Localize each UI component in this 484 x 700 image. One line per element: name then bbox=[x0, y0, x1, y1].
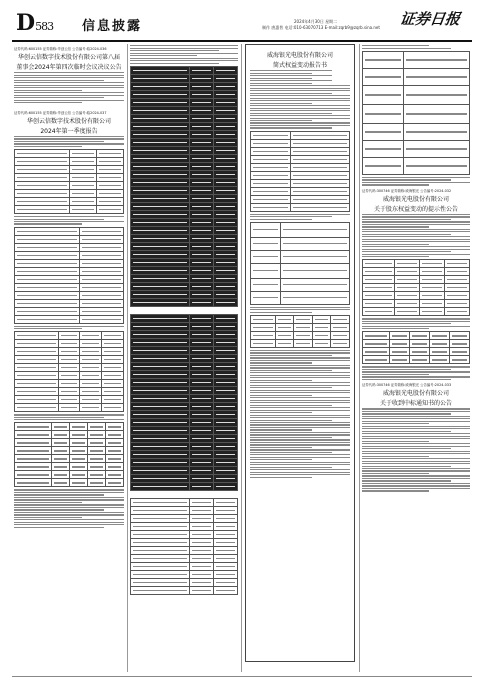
section-title: 信息披露 bbox=[82, 19, 143, 34]
notice-box bbox=[245, 44, 355, 662]
notice-title: 2024年第一季度报告 bbox=[40, 127, 98, 135]
notice-title: 威海银光电股份有限公司 bbox=[266, 52, 333, 59]
column-divider bbox=[359, 44, 360, 672]
column-4 bbox=[362, 44, 470, 672]
notice-title: 威海银光电股份有限公司 bbox=[382, 390, 449, 398]
footer-rule bbox=[12, 676, 472, 677]
body-text bbox=[14, 326, 124, 330]
notice-code: 证券代码:600155 证券简称:华创云信 公告编号:临2024-036 bbox=[14, 47, 107, 51]
notice-title: 华创云信数字技术股份有限公司 bbox=[26, 117, 111, 125]
page-number: 583 bbox=[35, 20, 54, 33]
body-text bbox=[14, 414, 124, 420]
shareholder-info-table bbox=[362, 51, 470, 175]
column-3 bbox=[245, 44, 355, 672]
notice-title: 关于收到中标通知书的公告 bbox=[379, 400, 452, 408]
shareholding-change-table bbox=[250, 315, 350, 348]
newspaper-logo: 证券日报 bbox=[398, 10, 462, 28]
body-text bbox=[14, 72, 124, 103]
header-rule bbox=[12, 40, 472, 42]
body-text bbox=[250, 350, 350, 478]
body-text bbox=[14, 136, 124, 147]
column-divider bbox=[241, 44, 242, 672]
body-text bbox=[362, 45, 470, 49]
body-text bbox=[130, 45, 238, 64]
shareholder-info-table bbox=[250, 131, 350, 212]
page-code: D583 bbox=[16, 10, 54, 36]
notice-title: 关于股东权益变动的提示性公告 bbox=[373, 205, 458, 213]
cash-flow-table bbox=[130, 498, 238, 595]
notice-title: 华创云信数字技术股份有限公司第八届 bbox=[17, 54, 120, 61]
editor-contact: 制作 唐惠普 电话:010-63070713 E-mail:zqrb9@zqrb.sina.net bbox=[262, 25, 380, 30]
body-text bbox=[362, 177, 470, 186]
financial-table bbox=[14, 227, 124, 324]
column-divider bbox=[127, 44, 128, 672]
page-header bbox=[12, 6, 472, 40]
income-statement-table bbox=[130, 314, 238, 491]
equity-change-table bbox=[362, 259, 470, 316]
body-text bbox=[250, 70, 350, 128]
notice-title: 董事会2024年第四次临时会议决议公告 bbox=[16, 64, 122, 71]
body-text bbox=[362, 318, 470, 329]
body-text bbox=[362, 408, 470, 491]
column-1 bbox=[14, 44, 124, 672]
body-text bbox=[362, 214, 470, 257]
notice-code: 证券代码:300746 证券简称:威海银光 公告编号:2024-032 bbox=[362, 188, 452, 193]
financial-table bbox=[14, 422, 124, 487]
financial-table bbox=[14, 149, 124, 214]
column-2 bbox=[130, 44, 238, 672]
notice-code: 证券代码:300746 证券简称:威海银光 公告编号:2024-033 bbox=[362, 383, 452, 388]
financial-table bbox=[14, 331, 124, 412]
balance-sheet-table bbox=[130, 66, 238, 307]
holding-table bbox=[362, 331, 470, 364]
body-text bbox=[14, 489, 124, 527]
shareholder-detail-table bbox=[250, 222, 350, 305]
notice-title: 简式权益变动报告书 bbox=[272, 62, 327, 69]
body-text bbox=[14, 216, 124, 225]
body-text bbox=[362, 366, 470, 380]
notice-title: 威海银光电股份有限公司 bbox=[382, 195, 449, 203]
issue-date: 2024年4月30日 星期二 bbox=[294, 19, 338, 24]
body-text bbox=[250, 307, 350, 313]
body-text bbox=[250, 214, 350, 220]
notice-code: 证券代码:600155 证券简称:华创云信 公告编号:临2024-037 bbox=[14, 110, 107, 115]
